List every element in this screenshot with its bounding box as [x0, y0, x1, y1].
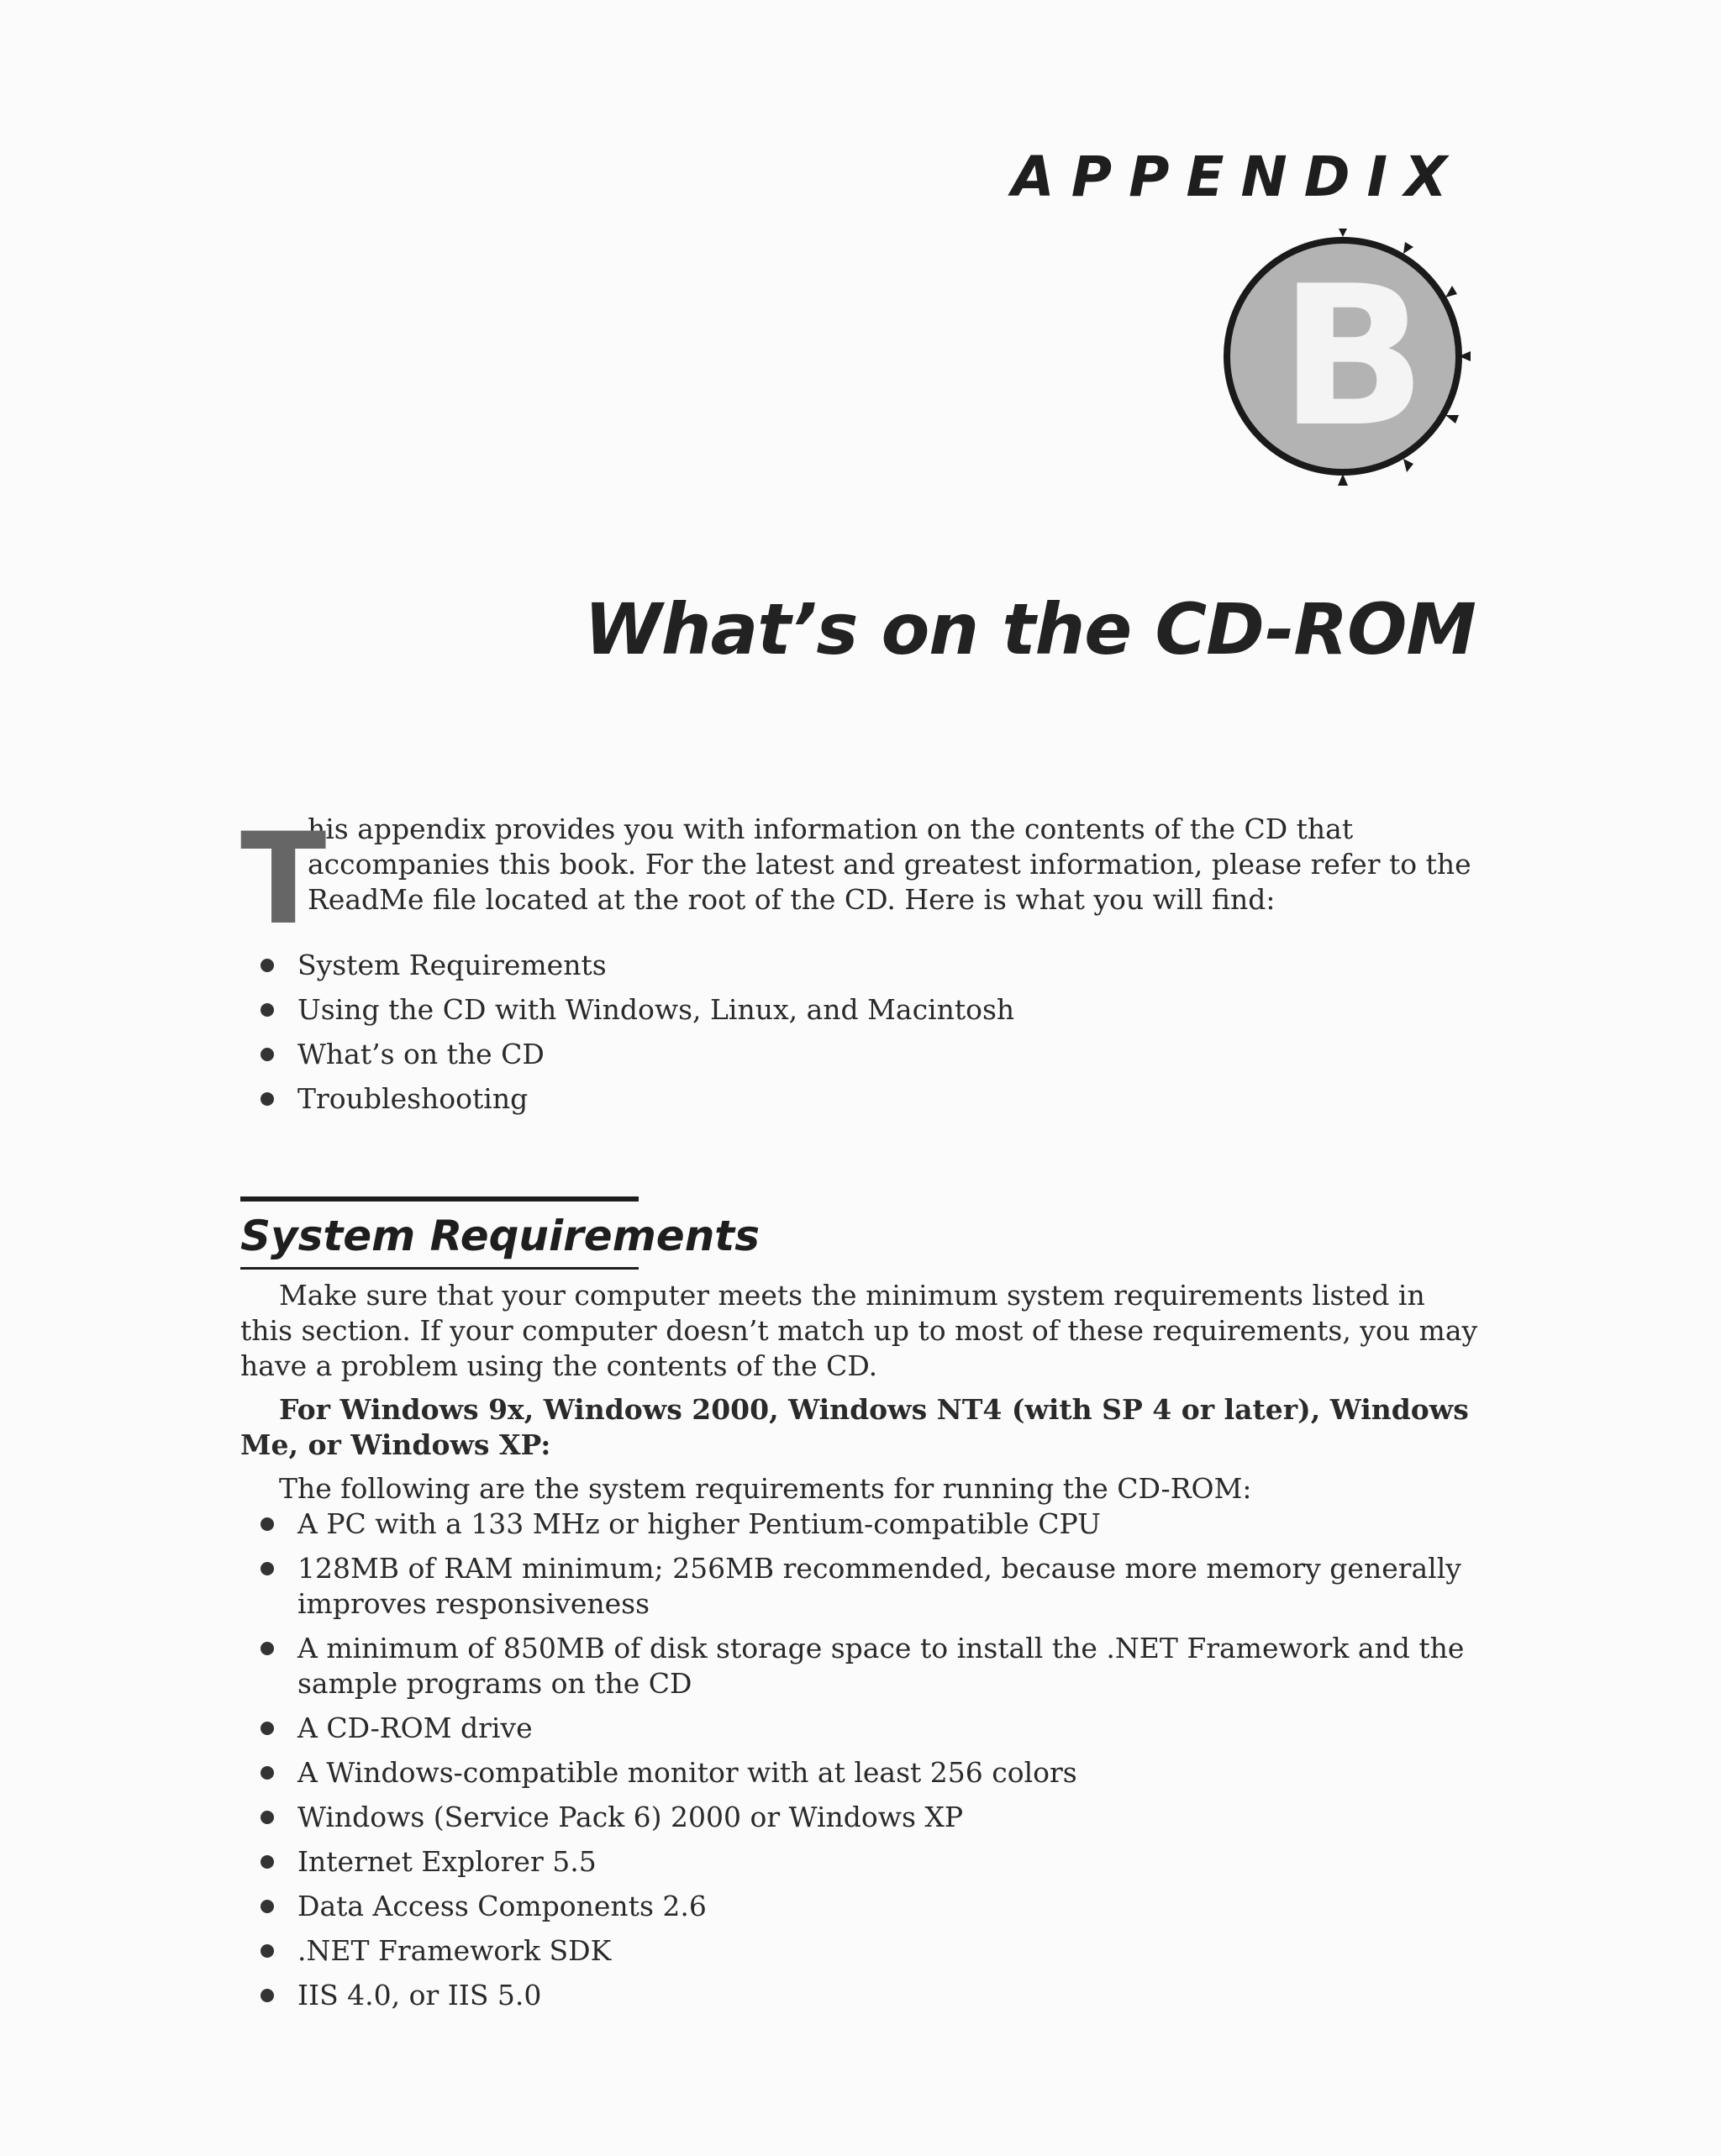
list-item-text: Data Access Components 2.6 — [297, 1890, 707, 1922]
list-item — [240, 948, 1476, 983]
bullet-icon — [261, 1092, 274, 1106]
list-item-text: A minimum of 850MB of disk storage space to install the .NET Framework and the sample programs on the CD — [297, 1632, 1465, 1700]
list-item — [240, 1631, 1484, 1701]
list-item-text: A Windows-compatible monitor with at least 256 colors — [297, 1756, 1077, 1789]
requirements-list — [240, 1507, 1484, 2013]
appendix-badge-icon — [1220, 229, 1489, 497]
list-item — [240, 992, 1476, 1028]
list-item — [240, 1933, 1484, 1969]
chapter-title: What’s on the CD-ROM — [584, 588, 1476, 670]
list-item-text: IIS 4.0, or IIS 5.0 — [297, 1979, 542, 2011]
overview-list — [240, 948, 1476, 1126]
windows-versions-heading: For Windows 9x, Windows 2000, Windows NT4 (with SP 4 or later), Windows Me, or Windows XP: — [240, 1393, 1469, 1461]
list-item-text: 128MB of RAM minimum; 256MB recommended, because more memory generally improves responsiveness — [297, 1552, 1461, 1620]
requirements-intro-paragraph: Make sure that your computer meets the minimum system requirements listed in this section. If your computer doesn’t match up to most of these requirements, you may have a problem using the contents of the CD. — [240, 1279, 1478, 1382]
bullet-icon — [261, 1642, 274, 1655]
list-item-text: Using the CD with Windows, Linux, and Macintosh — [297, 993, 1015, 1026]
appendix-label: APPENDIX — [1011, 145, 1464, 209]
list-item-text: What’s on the CD — [297, 1038, 545, 1070]
section-rule — [240, 1196, 639, 1202]
appendix-letter: B — [1279, 245, 1427, 470]
list-item-text: Troubleshooting — [297, 1082, 529, 1115]
list-item-text: A PC with a 133 MHz or higher Pentium-compatible CPU — [297, 1507, 1101, 1540]
bullet-icon — [261, 1562, 274, 1575]
list-item — [240, 1037, 1476, 1072]
drop-cap: T — [240, 807, 327, 953]
list-item — [240, 1755, 1484, 1791]
bullet-icon — [261, 1766, 274, 1780]
list-item — [240, 1081, 1476, 1117]
bullet-icon — [261, 1003, 274, 1017]
bullet-icon — [261, 1722, 274, 1735]
list-item — [240, 1844, 1484, 1880]
requirements-lead-paragraph: The following are the system requirements for running the CD-ROM: — [279, 1472, 1252, 1505]
list-item-text: A CD-ROM drive — [297, 1712, 533, 1744]
list-item-text: .NET Framework SDK — [297, 1934, 612, 1967]
list-item-text: System Requirements — [297, 949, 607, 981]
list-item-text: Windows (Service Pack 6) 2000 or Windows XP — [297, 1801, 964, 1833]
intro-text: his appendix provides you with information on the contents of the CD that accompanies this book. For the latest and greatest information, please refer to the ReadMe file located at the root of the CD. Here is what you will find: — [308, 812, 1471, 916]
list-item — [240, 1978, 1484, 2013]
bullet-icon — [261, 1855, 274, 1869]
list-item — [240, 1711, 1484, 1746]
list-item — [240, 1507, 1484, 1542]
list-item-text: Internet Explorer 5.5 — [297, 1845, 597, 1878]
list-item — [240, 1800, 1484, 1835]
list-item — [240, 1889, 1484, 1924]
section-heading: System Requirements — [240, 1208, 639, 1270]
system-requirements-section — [240, 1196, 1484, 2022]
bullet-icon — [261, 1944, 274, 1958]
bullet-icon — [261, 1048, 274, 1061]
bullet-icon — [261, 1811, 274, 1824]
bullet-icon — [261, 959, 274, 972]
bullet-icon — [261, 1517, 274, 1531]
bullet-icon — [261, 1989, 274, 2002]
intro-paragraph — [240, 807, 1476, 953]
bullet-icon — [261, 1900, 274, 1913]
list-item — [240, 1551, 1484, 1622]
